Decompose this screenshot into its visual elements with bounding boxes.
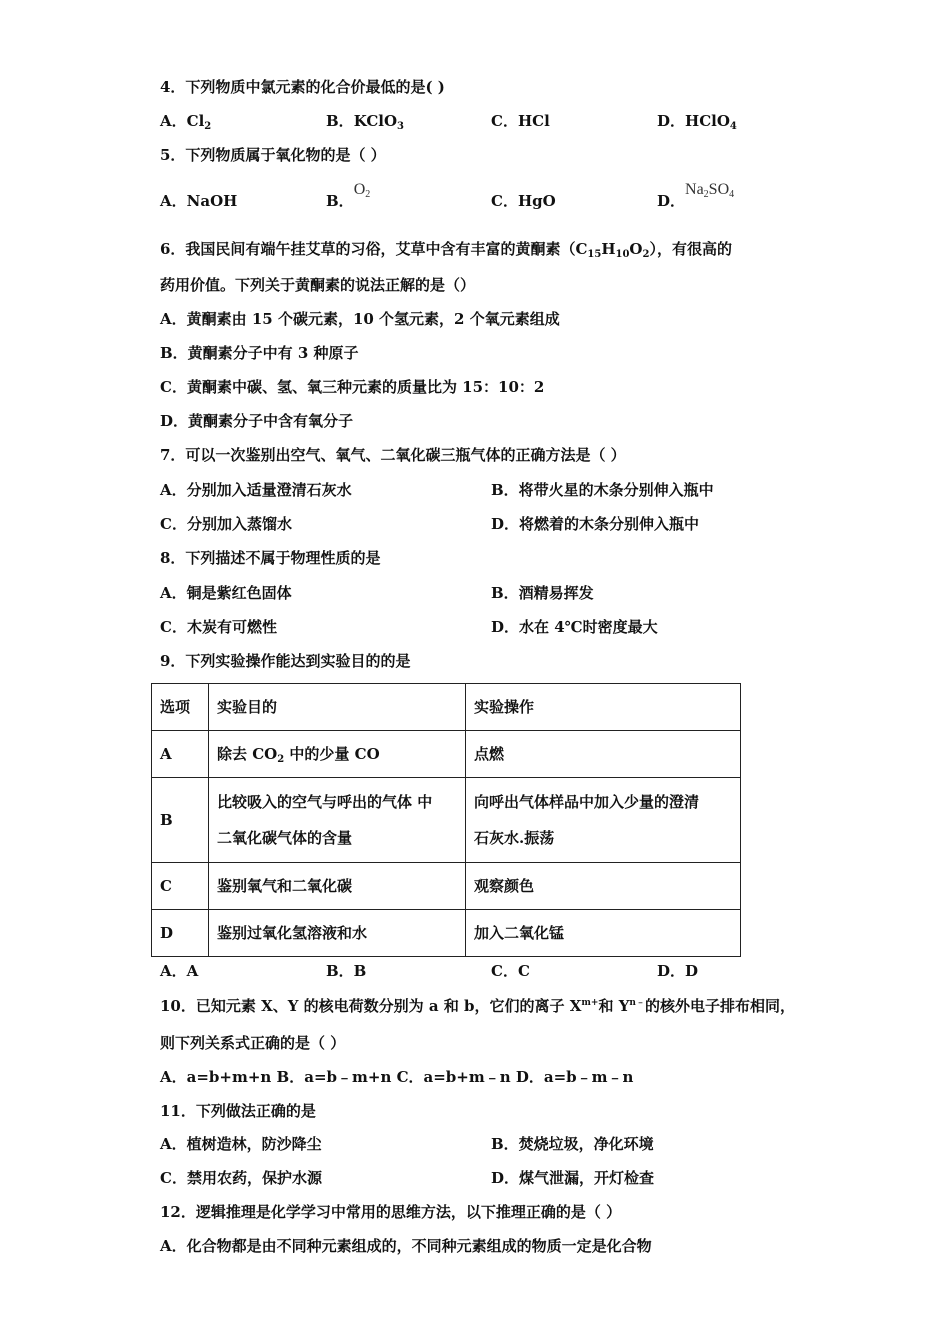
q9-option-d[interactable]: D．D	[657, 962, 699, 980]
header-operation: 实验操作	[466, 684, 741, 731]
row-key: A	[152, 731, 209, 778]
q11-option-b[interactable]: B．焚烧垃圾，净化环境	[491, 1135, 654, 1153]
row-operation: 加入二氧化锰	[466, 910, 741, 957]
q8-option-a[interactable]: A．铜是紫红色固体	[160, 584, 292, 602]
row-key: D	[152, 910, 209, 957]
row-goal: 除去 $CO_2$ 中的少量 CO	[209, 731, 466, 778]
header-option: 选项	[152, 684, 209, 731]
q12-stem: 12．逻辑推理是化学学习中常用的思维方法，以下推理正确的是（ ）	[160, 1203, 622, 1221]
q8-option-c[interactable]: C．木炭有可燃性	[160, 618, 277, 636]
q6-option-c[interactable]: C．黄酮素中碳、氢、氧三种元素的质量比为 15：10：2	[160, 378, 545, 396]
table-row	[152, 910, 741, 957]
q6-option-d[interactable]: D．黄酮素分子中含有氧分子	[160, 412, 354, 430]
q10-options[interactable]: A．a=b+m+n B．a=b﹣m+n C．a=b+m﹣n D．a=b﹣m﹣n	[160, 1068, 634, 1086]
q9-option-b[interactable]: B．B	[326, 962, 367, 980]
q12-option-a[interactable]: A．化合物都是由不同种元素组成的，不同种元素组成的物质一定是化合物	[160, 1237, 652, 1255]
o2-formula: $O_2$	[353, 181, 371, 200]
row-goal: 鉴别过氧化氢溶液和水	[209, 910, 466, 957]
q5-option-d[interactable]: D．$Na_2SO_4$	[657, 181, 735, 210]
q10-stem-line2: 则下列关系式正确的是（ ）	[160, 1034, 346, 1052]
q8-option-d[interactable]: D．水在 4℃时密度最大	[491, 618, 658, 636]
q6-option-b[interactable]: B．黄酮素分子中有 3 种原子	[160, 344, 359, 362]
q11-stem: 11．下列做法正确的是	[160, 1102, 316, 1120]
row-operation: 向呼出气体样品中加入少量的澄清 石灰水.振荡	[466, 778, 741, 863]
q9-stem: 9．下列实验操作能达到实验目的的是	[160, 652, 411, 670]
q11-option-a[interactable]: A．植树造林，防沙降尘	[160, 1135, 322, 1153]
q4-option-a[interactable]: A．$Cl_2$	[160, 112, 212, 132]
table-header-row	[152, 684, 741, 731]
row-key: B	[152, 778, 209, 863]
q7-option-d[interactable]: D．将燃着的木条分别伸入瓶中	[491, 515, 700, 533]
q4-option-c[interactable]: C．HCl	[491, 112, 550, 130]
q5-option-a[interactable]: A．NaOH	[160, 192, 238, 210]
q11-option-c[interactable]: C．禁用农药，保护水源	[160, 1169, 322, 1187]
row-operation: 观察颜色	[466, 863, 741, 910]
row-goal: 鉴别氧气和二氧化碳	[209, 863, 466, 910]
q8-stem: 8．下列描述不属于物理性质的是	[160, 549, 381, 567]
q4-stem: 4．下列物质中氯元素的化合价最低的是( )	[160, 78, 445, 96]
q4-option-d[interactable]: D．HClO$_4$	[657, 112, 737, 132]
table-row	[152, 863, 741, 910]
row-operation: 点燃	[466, 731, 741, 778]
q7-stem: 7．可以一次鉴别出空气、氧气、二氧化碳三瓶气体的正确方法是（ ）	[160, 446, 626, 464]
q5-option-b[interactable]: B．$O_2$	[326, 181, 371, 210]
q5-option-c[interactable]: C．HgO	[491, 192, 556, 210]
row-key: C	[152, 863, 209, 910]
na2so4-formula: $Na_2SO_4$	[685, 181, 735, 200]
q6-stem-line2: 药用价值。下列关于黄酮素的说法正解的是（）	[160, 276, 476, 294]
q6-stem-line1: 6．我国民间有端午挂艾草的习俗，艾草中含有丰富的黄酮素$(C_{15}H_{10}O_2)$，有很高的	[160, 240, 732, 260]
table-row	[152, 731, 741, 778]
q5-stem: 5．下列物质属于氧化物的是（ ）	[160, 146, 386, 164]
q7-option-b[interactable]: B．将带火星的木条分别伸入瓶中	[491, 481, 714, 499]
table-row	[152, 778, 741, 863]
q10-stem-line1: 10．已知元素 X、Y 的核电荷数分别为 a 和 b，它们的离子 $X^{m+}$和 $Y^{n﹣}$的核外电子排布相同，	[160, 997, 795, 1015]
experiment-table	[151, 683, 741, 957]
q4-option-b[interactable]: B．KClO$_3$	[326, 112, 404, 132]
header-goal: 实验目的	[209, 684, 466, 731]
q7-option-c[interactable]: C．分别加入蒸馏水	[160, 515, 292, 533]
row-goal: 比较吸入的空气与呼出的气体 中 二氧化碳气体的含量	[209, 778, 466, 863]
q9-option-c[interactable]: C．C	[491, 962, 530, 980]
q11-option-d[interactable]: D．煤气泄漏，开灯检查	[491, 1169, 655, 1187]
q6-option-a[interactable]: A．黄酮素由 15 个碳元素，10 个氢元素，2 个氧元素组成	[160, 310, 560, 328]
q8-option-b[interactable]: B．酒精易挥发	[491, 584, 594, 602]
q7-option-a[interactable]: A．分别加入适量澄清石灰水	[160, 481, 352, 499]
q9-option-a[interactable]: A．A	[160, 962, 199, 980]
